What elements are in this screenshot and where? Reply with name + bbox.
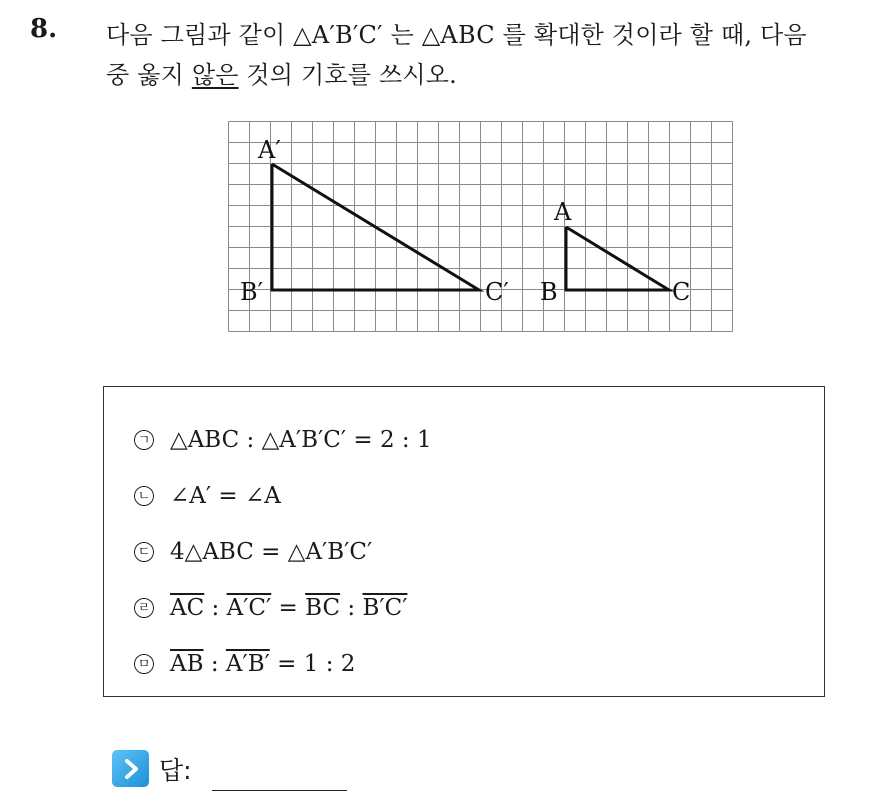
option-marker: ㄷ [134,542,154,562]
option-text: 4△ABC = △A′B′C′ [170,539,373,565]
option-5 [134,651,355,677]
label-b: B [540,278,558,306]
answer-blank[interactable] [212,790,347,791]
option-marker: ㄴ [134,486,154,506]
answer-label: 답: [159,755,192,785]
segment-overline: $\overline{BC}$ [305,595,341,621]
ratio-separator: : [340,595,363,621]
segment-overline: B′C′ [362,595,408,621]
segment-overline: $\overline{AB}$ [170,651,204,677]
question-line-2-after: 것의 기호를 쓰시오. [238,61,457,89]
option-3 [134,539,372,565]
chevron-right-icon [112,750,149,787]
option-2 [134,483,281,509]
label-a-prime: A′ [258,136,281,164]
equals-separator: = [271,595,306,621]
grid [229,122,733,332]
ratio-separator: : [203,651,226,677]
question-line-2-before: 중 옳지 [106,61,192,89]
triangle-grid-figure [228,121,734,333]
options-box [103,386,825,697]
label-a: A [554,198,572,226]
question-line-1: 다음 그림과 같이 △A′B′C′ 는 △ABC 를 확대한 것이라 할 때, 다음 [106,21,807,49]
option-marker: ㅁ [134,654,154,674]
segment-overline: A′C′ [226,595,272,621]
option-marker: ㄱ [134,430,154,450]
question-number: 8. [30,14,58,44]
label-c-prime: C′ [485,278,509,306]
small-triangle [566,227,669,290]
label-c: C [672,278,691,306]
segment-overline: A′B′ [225,651,270,677]
option-text: △ABC : △A′B′C′ = 2 : 1 [170,427,432,453]
option-text: ∠A′ = ∠A [170,483,281,509]
option-marker: ㄹ [134,598,154,618]
ratio-separator: : [204,595,227,621]
option-1 [134,427,432,453]
label-b-prime: B′ [240,278,264,306]
ratio-tail: = 1 : 2 [269,651,356,677]
segment-overline: $\overline{AC}$ [170,595,205,621]
question-line-2 [106,55,457,90]
option-4 [134,595,407,621]
answer-area [112,750,192,787]
emphasis-underlined: 않은 [191,61,239,89]
